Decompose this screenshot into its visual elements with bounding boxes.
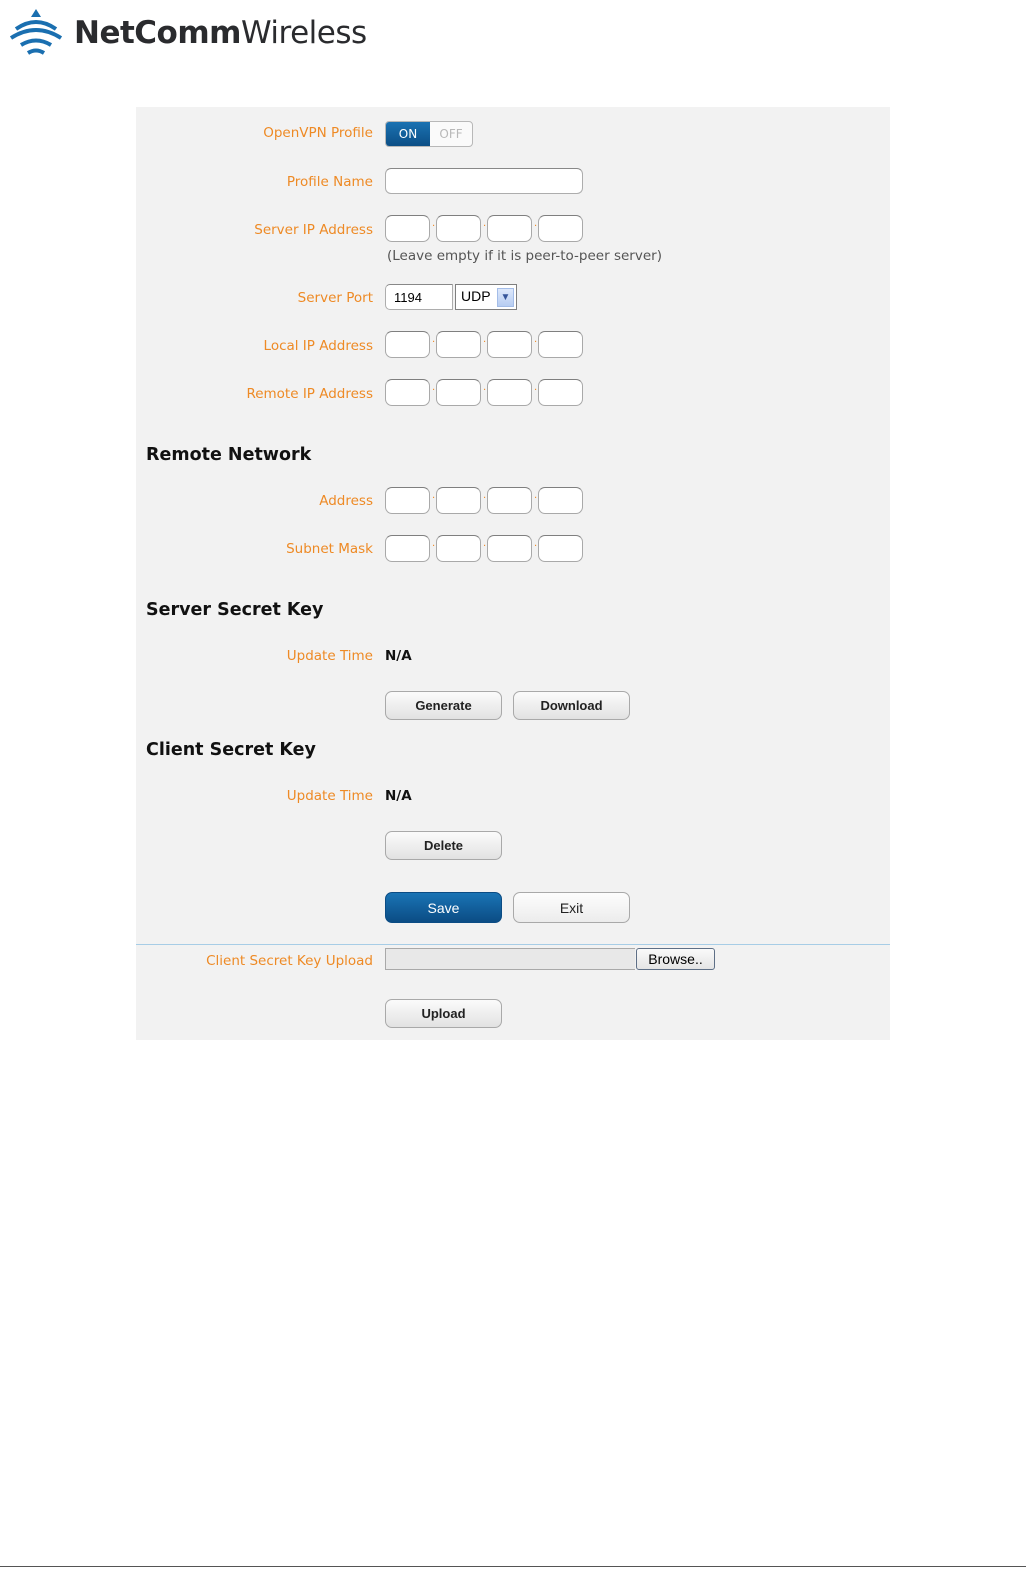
ip-octet-3[interactable]: [487, 215, 532, 242]
exit-button[interactable]: Exit: [513, 892, 630, 923]
download-button[interactable]: Download: [513, 691, 630, 720]
client-secret-key-upload-label: Client Secret Key Upload: [206, 953, 373, 969]
toggle-off[interactable]: OFF: [439, 127, 463, 141]
wifi-logo-icon: [8, 7, 64, 59]
client-secret-key-title: Client Secret Key: [146, 740, 316, 760]
remote-network-title: Remote Network: [146, 445, 312, 465]
local-ip-input[interactable]: · · ·: [385, 331, 585, 358]
local-ip-label: Local IP Address: [263, 338, 373, 354]
ip-octet-1[interactable]: [385, 487, 430, 514]
server-ip-input[interactable]: · · ·: [385, 215, 585, 242]
client-update-time-value: N/A: [385, 788, 412, 804]
chevron-down-icon[interactable]: ▼: [497, 288, 514, 307]
remote-network-address-label: Address: [319, 493, 373, 509]
openvpn-profile-label: OpenVPN Profile: [263, 125, 373, 141]
remote-ip-label: Remote IP Address: [246, 386, 373, 402]
server-ip-label: Server IP Address: [254, 222, 373, 238]
profile-name-input[interactable]: [385, 168, 583, 194]
ip-octet-4[interactable]: [538, 487, 583, 514]
logo-text: NetCommWireless: [74, 14, 367, 51]
ip-octet-2[interactable]: [436, 331, 481, 358]
server-secret-key-title: Server Secret Key: [146, 600, 324, 620]
server-update-time-value: N/A: [385, 648, 412, 664]
ip-octet-1[interactable]: [385, 331, 430, 358]
ip-octet-2[interactable]: [436, 487, 481, 514]
client-update-time-label: Update Time: [286, 788, 373, 804]
server-port-input[interactable]: [385, 284, 453, 310]
ip-octet-3[interactable]: [487, 487, 532, 514]
section-divider: [136, 944, 890, 945]
openvpn-profile-toggle[interactable]: [385, 121, 473, 147]
ip-octet-2[interactable]: [436, 535, 481, 562]
profile-name-label: Profile Name: [286, 174, 373, 190]
ip-octet-4[interactable]: [538, 535, 583, 562]
netcomm-logo: [8, 6, 367, 60]
ip-octet-1[interactable]: [385, 379, 430, 406]
ip-octet-4[interactable]: [538, 331, 583, 358]
generate-button[interactable]: Generate: [385, 691, 502, 720]
delete-button[interactable]: Delete: [385, 831, 502, 860]
toggle-on[interactable]: ON: [386, 122, 430, 146]
server-update-time-label: Update Time: [286, 648, 373, 664]
openvpn-form-panel: [136, 107, 890, 1040]
subnet-mask-label: Subnet Mask: [286, 541, 373, 557]
upload-button[interactable]: Upload: [385, 999, 502, 1028]
server-ip-hint: (Leave empty if it is peer-to-peer server): [387, 248, 662, 264]
ip-octet-1[interactable]: [385, 215, 430, 242]
protocol-select[interactable]: [455, 284, 517, 310]
ip-octet-4[interactable]: [538, 379, 583, 406]
subnet-mask-input[interactable]: · · ·: [385, 535, 585, 562]
ip-octet-1[interactable]: [385, 535, 430, 562]
ip-octet-4[interactable]: [538, 215, 583, 242]
protocol-value: UDP: [461, 288, 491, 304]
server-port-label: Server Port: [297, 290, 373, 306]
ip-octet-2[interactable]: [436, 215, 481, 242]
ip-octet-3[interactable]: [487, 331, 532, 358]
ip-octet-3[interactable]: [487, 379, 532, 406]
remote-network-address-input[interactable]: · · ·: [385, 487, 585, 514]
browse-button[interactable]: Browse..: [636, 948, 715, 970]
ip-octet-3[interactable]: [487, 535, 532, 562]
save-button[interactable]: Save: [385, 892, 502, 923]
ip-octet-2[interactable]: [436, 379, 481, 406]
footer-divider: [0, 1566, 1026, 1567]
file-path-field[interactable]: [385, 948, 635, 970]
remote-ip-input[interactable]: · · ·: [385, 379, 585, 406]
